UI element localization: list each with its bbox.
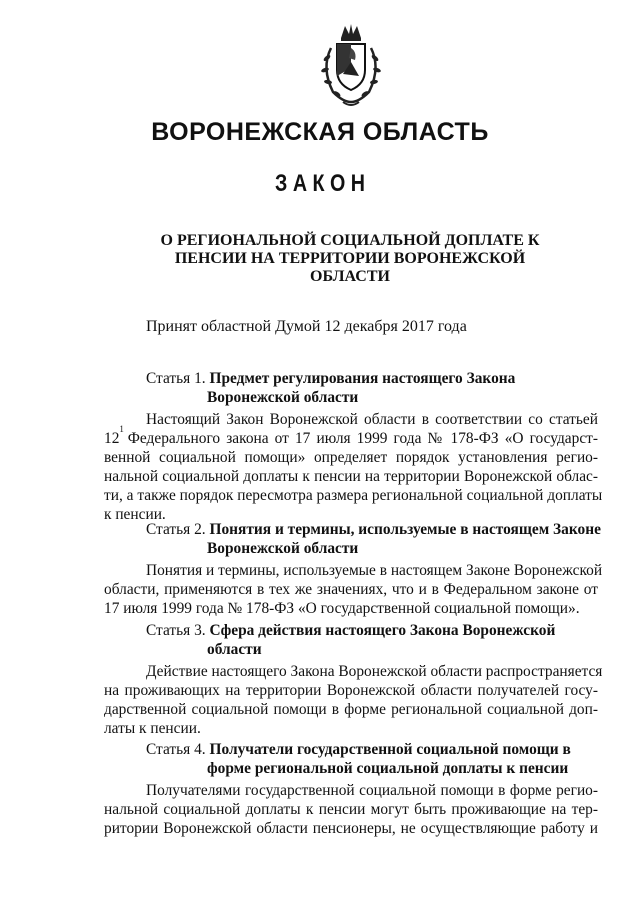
article-1-text-line: ти, а также порядок пересмотра размера региональной социальной доплаты (104, 487, 603, 504)
document-type: З А К О Н (275, 170, 365, 197)
article-4-text-line: Получателями государственной социальной помощи в форме регио- (146, 782, 598, 799)
article-title-cont: Воронежской области (207, 389, 359, 406)
article-4-heading (146, 740, 571, 778)
article-4-text-line: ритории Воронежской области пенсионеры, не осуществляющие работу и (104, 820, 598, 837)
article-1-text-line: нальной социальной доплаты к пенсии на территории Воронежской облас- (104, 468, 598, 485)
coat-of-arms-emblem (303, 18, 399, 114)
article-1-text-line: 12 1 Федерального закона от 17 июля 1999 года № 178-ФЗ «О государст- (104, 424, 598, 447)
article-title: Получатели государственной социальной помощи в (209, 741, 571, 758)
article-2-text-line: 17 июля 1999 года № 178-ФЗ «О государственной социальной помощи». (104, 600, 580, 617)
article-3-text-line: на проживающих на территории Воронежской области получателей госу- (104, 682, 598, 699)
article-title: Понятия и термины, используемые в настоящем Законе (209, 521, 601, 538)
article-label: Статья 4. (146, 741, 206, 758)
article-title-cont: форме региональной социальной доплаты к пенсии (207, 760, 569, 777)
article-title: Предмет регулирования настоящего Закона (209, 370, 516, 387)
law-title (130, 232, 570, 286)
article-title: Сфера действия настоящего Закона Воронежской (209, 622, 556, 639)
article-title-cont: области (207, 641, 262, 658)
region-name: ВОРОНЕЖСКАЯ ОБЛАСТЬ (151, 118, 489, 146)
article-2-text-line: Понятия и термины, используемые в настоящем Законе Воронежской (146, 562, 603, 579)
article-1-text-line: Настоящий Закон Воронежской области в соответствии со статьей (146, 411, 598, 428)
law-title-line: О РЕГИОНАЛЬНОЙ СОЦИАЛЬНОЙ ДОПЛАТЕ К (160, 232, 540, 249)
article-1-heading (146, 369, 515, 407)
article-4-text-line: нальной социальной доплаты к пенсии могут быть проживающие на тер- (104, 801, 598, 818)
article-1-text-line: к пенсии. (104, 506, 166, 523)
law-title-line: ПЕНСИИ НА ТЕРРИТОРИИ ВОРОНЕЖСКОЙ (174, 250, 526, 267)
article-2-text-line: области, применяются в тех же значениях, что и в Федеральном законе от (104, 581, 598, 598)
law-title-line: ОБЛАСТИ (310, 268, 390, 285)
article-3-text-line: латы к пенсии. (104, 720, 201, 737)
adoption-date: Принят областной Думой 12 декабря 2017 года (146, 318, 467, 335)
article-3-text-line: дарственной социальной помощи в форме региональной социальной доп- (104, 701, 598, 718)
article-label: Статья 1. (146, 370, 206, 387)
article-label: Статья 2. (146, 521, 206, 538)
article-label: Статья 3. (146, 622, 206, 639)
article-title-cont: Воронежской области (207, 540, 359, 557)
article-3-text-line: Действие настоящего Закона Воронежской области распространяется (146, 663, 603, 680)
article-1-text-line: венной социальной помощи» определяет порядок установления регио- (104, 449, 598, 466)
article-2-heading (146, 520, 601, 558)
article-3-heading (146, 621, 555, 659)
